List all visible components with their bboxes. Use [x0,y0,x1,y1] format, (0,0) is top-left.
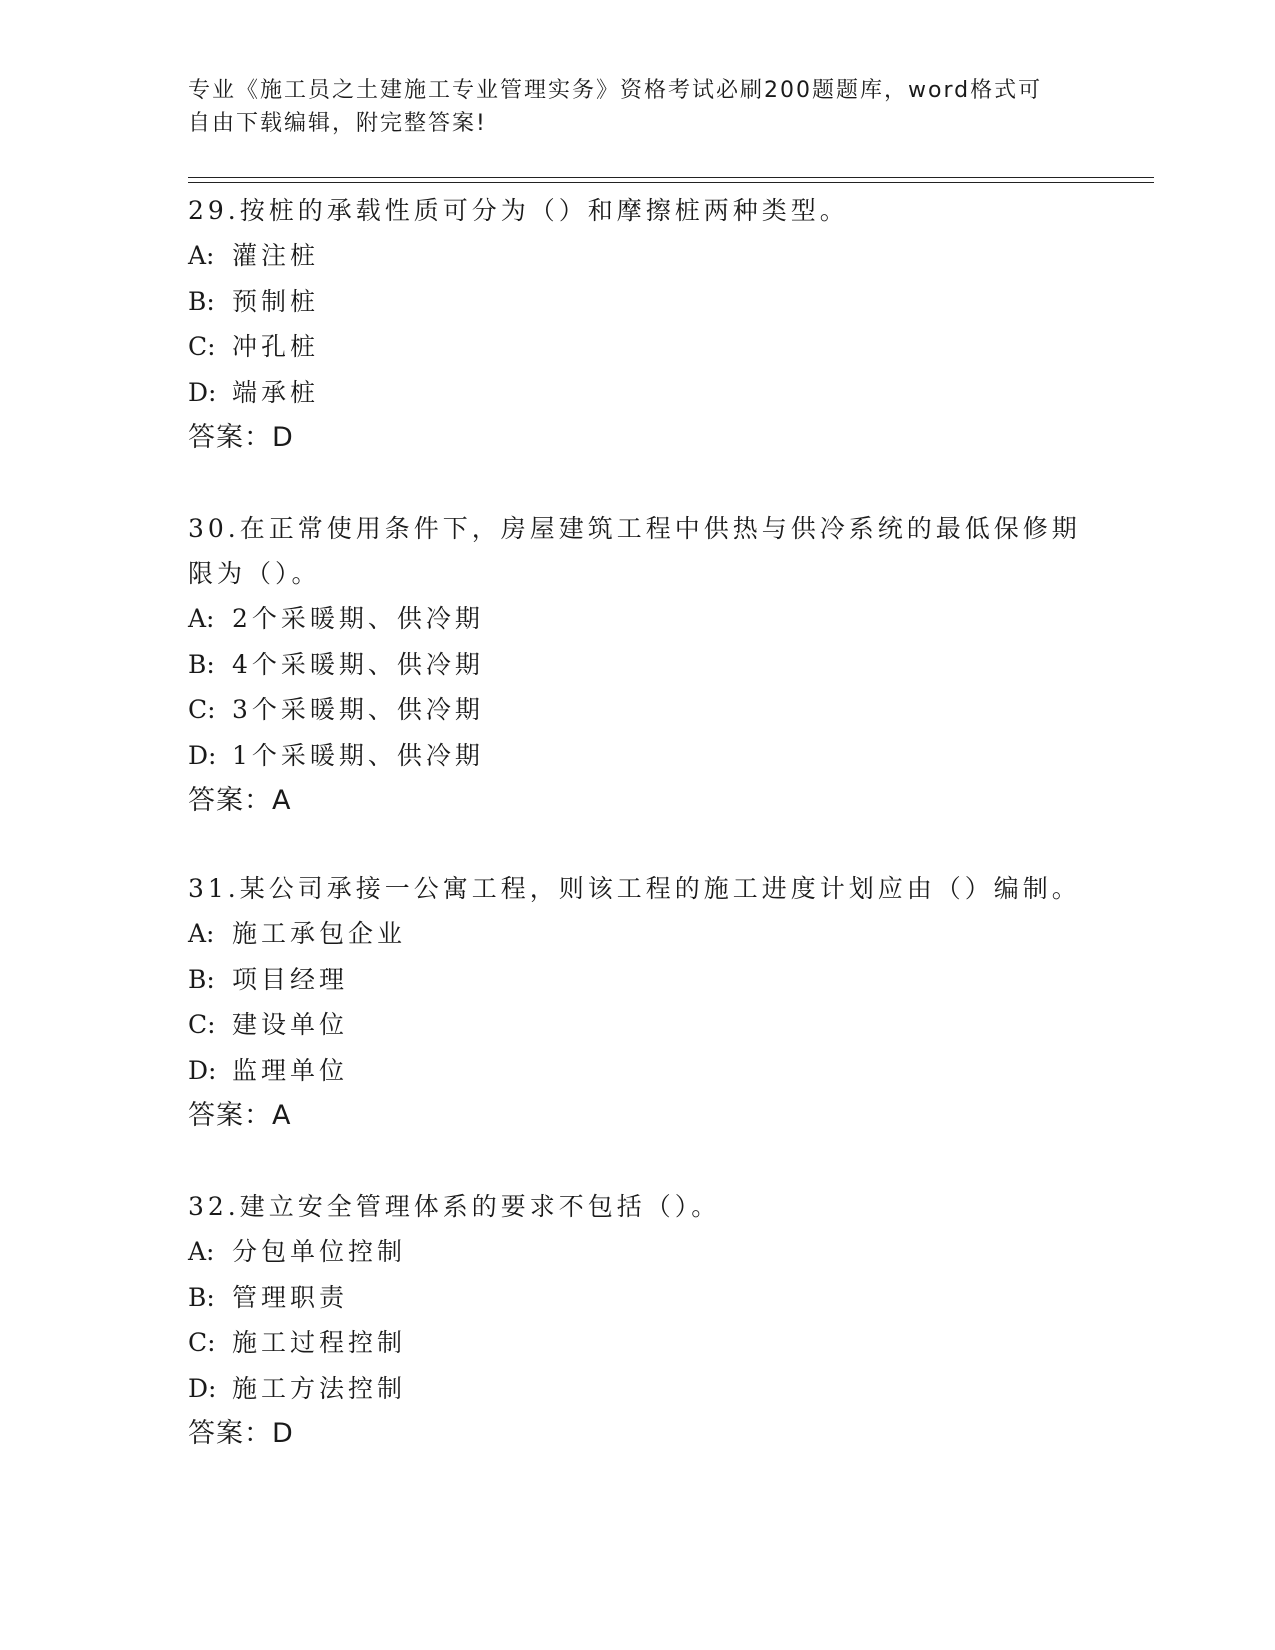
option-key: C: [188,332,216,361]
header-line-2: 自由下载编辑，附完整答案! [188,111,487,136]
header-divider-top [188,177,1154,178]
option-key: D: [188,377,217,407]
option-key: D: [188,740,217,770]
question-stem: 30.在正常使用条件下，房屋建筑工程中供热与供冷系统的最低保修期限为（）。 [188,514,1081,588]
header-divider-bottom [188,182,1154,183]
question-stem: 31.某公司承接一公寓工程，则该工程的施工进度计划应由（）编制。 [188,874,1081,903]
option-b [188,957,1088,1003]
option-d [188,1048,1088,1094]
option-d [188,370,1088,416]
option-text: 分包单位控制 [232,1237,407,1266]
option-c [188,687,1088,733]
option-key: A: [188,241,215,270]
option-text: 预制桩 [232,286,320,316]
option-a [188,233,1088,279]
option-d [188,1366,1088,1412]
option-text: 施工过程控制 [232,1328,407,1357]
option-text: 管理职责 [232,1282,349,1312]
option-key: A: [188,1237,215,1266]
option-a [188,1229,1088,1275]
option-key: C: [188,695,216,724]
option-key: A: [188,604,215,633]
option-key: D: [188,1055,217,1085]
option-d [188,733,1088,779]
option-text: 4个采暖期、供冷期 [232,649,484,679]
option-a [188,911,1088,957]
option-c [188,324,1088,370]
header-line-1: 专业《施工员之土建施工专业管理实务》资格考试必刷200题题库，word格式可 [188,78,1043,103]
answer-line: 答案：D [188,1418,294,1449]
option-a [188,596,1088,642]
option-b [188,279,1088,325]
option-text: 端承桩 [232,377,320,407]
option-key: B: [188,964,215,994]
option-text: 3个采暖期、供冷期 [232,695,484,724]
option-key: A: [188,919,215,948]
option-key: B: [188,649,215,679]
option-text: 建设单位 [232,1010,349,1039]
question-30 [188,506,1088,824]
option-text: 施工承包企业 [232,919,407,948]
question-stem: 32.建立安全管理体系的要求不包括（）。 [188,1192,721,1221]
option-c [188,1002,1088,1048]
question-stem: 29.按桩的承载性质可分为（）和摩擦桩两种类型。 [188,196,849,225]
option-key: C: [188,1328,216,1357]
question-31 [188,866,1088,1139]
option-text: 监理单位 [232,1055,349,1085]
option-key: B: [188,286,215,316]
option-text: 项目经理 [232,964,349,994]
question-29 [188,188,1088,461]
option-key: B: [188,1282,215,1312]
option-b [188,642,1088,688]
option-key: D: [188,1373,217,1403]
question-32 [188,1184,1088,1457]
option-c [188,1320,1088,1366]
answer-line: 答案：A [188,785,292,816]
option-text: 2个采暖期、供冷期 [232,604,484,633]
answer-line: 答案：A [188,1100,292,1131]
option-text: 灌注桩 [232,241,320,270]
option-text: 1个采暖期、供冷期 [232,740,484,770]
option-text: 冲孔桩 [232,332,320,361]
document-header [188,74,1088,140]
option-key: C: [188,1010,216,1039]
option-text: 施工方法控制 [232,1373,407,1403]
option-b [188,1275,1088,1321]
answer-line: 答案：D [188,422,294,453]
